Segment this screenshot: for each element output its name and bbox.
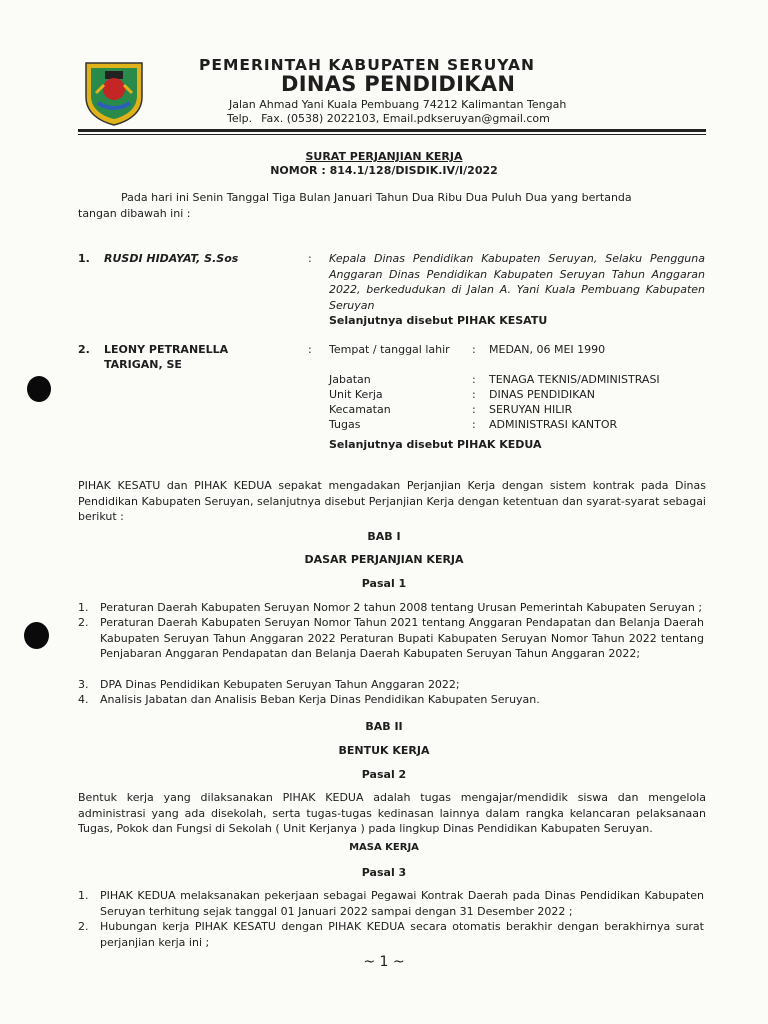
list-item [78,677,706,693]
field-colon: : [472,343,476,356]
field-colon: : [472,418,476,431]
agency-address: Jalan Ahmad Yani Kuala Pembuang 74212 Kalimantan Tengah [229,98,567,111]
pasal3-heading: Pasal 3 [361,866,407,879]
field-label-birth: Tempat / tanggal lahir [329,343,450,356]
field-label-position: Jabatan [329,373,371,386]
list-text: Peraturan Daerah Kabupaten Seruyan Nomor 2 tahun 2008 tentang Urusan Pemerintah Kabupaten Seruyan ; [100,601,703,614]
party1-alias: Selanjutnya disebut PIHAK KESATU [329,314,548,327]
party2-name-line1: LEONY PETRANELLA [104,343,229,356]
party2-colon: : [308,343,312,356]
document-title: SURAT PERJANJIAN KERJA [305,150,463,163]
party1-description: Kepala Dinas Pendidikan Kabupaten Seruyan, Selaku Pengguna Anggaran Dinas Pendidikan Kabupaten Seruyan Tahun Anggaran 2022, berkedudukan di Jalan A. Yani Kuala Pembuang Kabupaten Seruyan [329,252,705,312]
field-value-unit: DINAS PENDIDIKAN [489,388,595,401]
list-item [78,888,706,920]
list-item [78,692,706,708]
list-item [78,615,706,677]
bab2-paragraph: Bentuk kerja yang dilaksanakan PIHAK KEDUA adalah tugas mengajar/mendidik siswa dan mengelola administrasi yang ada disekolah, serta tugas-tugas kedinasan lainnya dalam rangka kelancaran pelaksanaan Tugas, Pokok dan Fungsi di Sekolah ( Unit Kerjanya ) pada lingkup Dinas Pendidikan Kabupaten Seruyan. [78,791,706,835]
opening-line-2: tangan dibawah ini : [78,207,191,220]
list-item [78,600,706,616]
field-colon: : [472,403,476,416]
party1-colon: : [308,252,312,265]
regency-logo [80,57,148,127]
field-colon: : [472,373,476,386]
bab2-title: BENTUK KERJA [338,744,430,757]
government-name: PEMERINTAH KABUPATEN SERUYAN [199,56,536,74]
list-number: 1. [78,601,89,614]
bab2-heading: BAB II [365,720,403,733]
page-number: ~ 1 ~ [363,954,405,970]
agency-name: DINAS PENDIDIKAN [281,72,516,96]
list-text: Hubungan kerja PIHAK KESATU dengan PIHAK KEDUA secara otomatis berakhir dengan berakhirnya surat perjanjian kerja ini ; [100,920,704,949]
party2-number: 2. [78,343,90,356]
field-value-position: TENAGA TEKNIS/ADMINISTRASI [489,373,660,386]
masa-kerja-title: MASA KERJA [349,842,419,853]
list-number: 2. [78,920,89,933]
list-number: 1. [78,889,89,902]
list-number: 3. [78,678,89,691]
field-value-birth: MEDAN, 06 MEI 1990 [489,343,606,356]
list-text: PIHAK KEDUA melaksanakan pekerjaan sebagai Pegawai Kontrak Daerah pada Dinas Pendidikan Kabupaten Seruyan terhitung sejak tanggal 01 Januari 2022 sampai dengan 31 Desember 2022 ; [100,889,704,918]
field-label-task: Tugas [329,418,361,431]
field-value-district: SERUYAN HILIR [489,403,573,416]
party1-number: 1. [78,252,90,265]
agency-contact: Telp. Fax. (0538) 2022103, Email.pdkseruyan@gmail.com [227,112,550,125]
document-number: NOMOR : 814.1/128/DISDIK.IV/I/2022 [270,164,498,177]
list-text: DPA Dinas Pendidikan Kebupaten Seruyan Tahun Anggaran 2022; [100,678,460,691]
list-number: 4. [78,693,89,706]
party1-name: RUSDI HIDAYAT, S.Sos [104,252,239,265]
field-label-unit: Unit Kerja [329,388,383,401]
field-colon: : [472,388,476,401]
pasal2-heading: Pasal 2 [361,768,407,781]
field-value-task: ADMINISTRASI KANTOR [489,418,618,431]
agreement-paragraph: PIHAK KESATU dan PIHAK KEDUA sepakat mengadakan Perjanjian Kerja dengan sistem kontrak pada Dinas Pendidikan Kabupaten Seruyan, selanjutnya disebut Perjanjian Kerja dengan ketentuan dan syarat-syarat sebagai berikut : [78,479,706,523]
party2-name-line2: TARIGAN, SE [104,358,182,371]
letterhead-rule-thick [78,129,706,132]
opening-line: Pada hari ini Senin Tanggal Tiga Bulan Januari Tahun Dua Ribu Dua Puluh Dua yang bertanda [121,191,632,204]
bab1-heading: BAB I [367,530,401,543]
pasal1-heading: Pasal 1 [361,577,407,590]
field-label-district: Kecamatan [329,403,391,416]
list-text: Peraturan Daerah Kabupaten Seruyan Nomor Tahun 2021 tentang Anggaran Pendapatan dan Belanja Daerah Kabupaten Seruyan Tahun Anggaran 2022 Peraturan Bupati Kabupaten Seruyan Nomor Tahun 2022 tentang Penjabaran Anggaran Pendapatan dan Belanja Daerah Kabupaten Seruyan Tahun Anggaran 2022; [100,616,704,660]
punch-hole-top [27,376,51,402]
bab1-title: DASAR PERJANJIAN KERJA [304,553,464,566]
list-number: 2. [78,616,89,629]
letterhead-rule-thin [78,134,706,135]
list-text: Analisis Jabatan dan Analisis Beban Kerja Dinas Pendidikan Kabupaten Seruyan. [100,693,540,706]
punch-hole-bottom [24,622,49,649]
party2-alias: Selanjutnya disebut PIHAK KEDUA [329,438,542,451]
list-item [78,919,706,951]
